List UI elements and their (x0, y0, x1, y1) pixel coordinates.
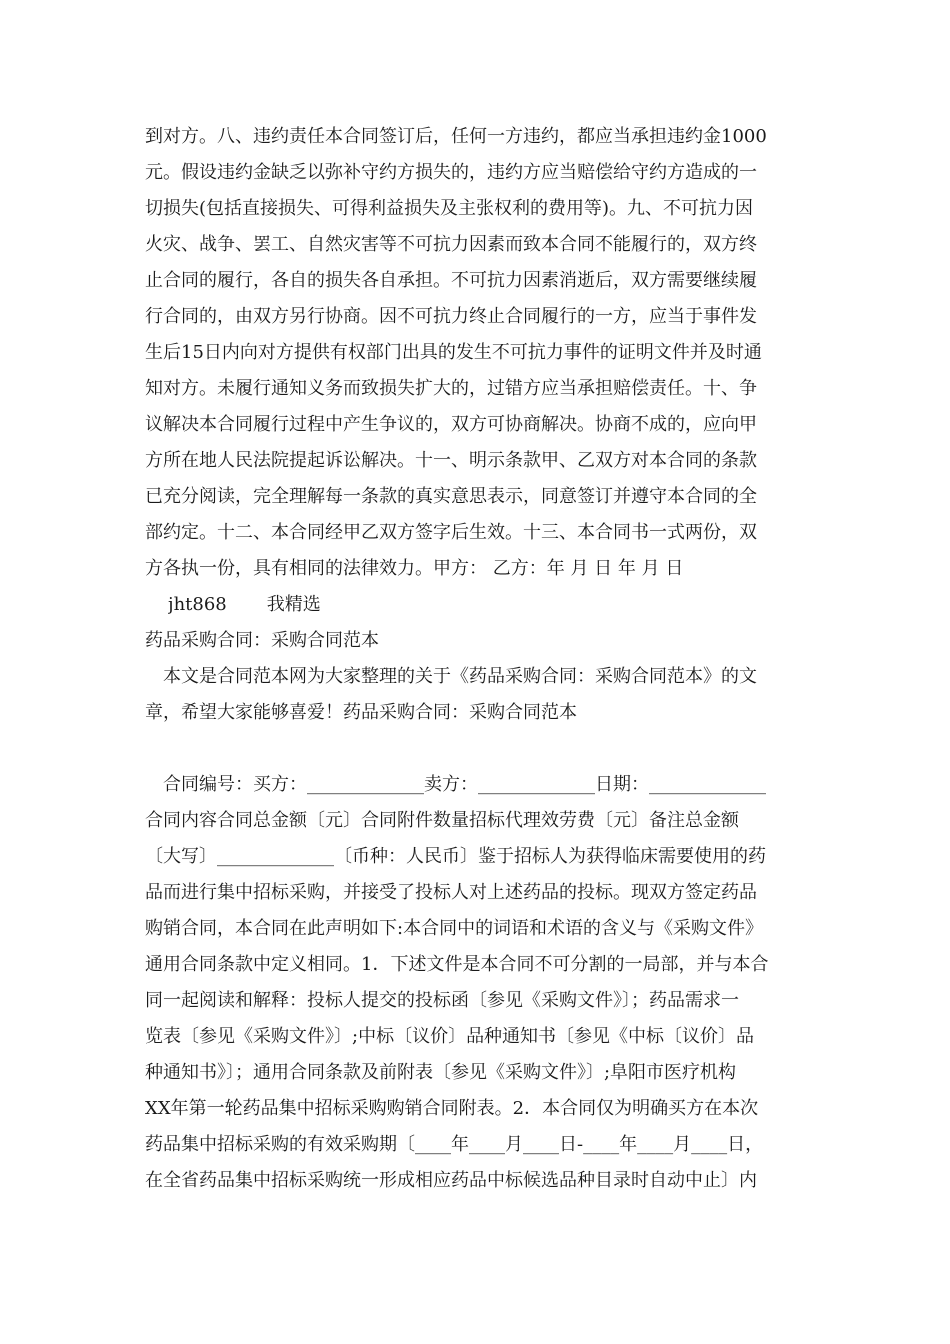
paragraph-line: 购销合同，本合同在此声明如下:本合同中的词语和术语的含义与《采购文件》 (145, 918, 764, 939)
paragraph-line: 部约定。十二、本合同经甲乙双方签字后生效。十三、本合同书一式两份，双 (145, 522, 757, 543)
paragraph-line: 药品集中招标采购的有效采购期〔____年____月____日-____年____月____日， (145, 1134, 764, 1155)
paragraph-line: 火灾、战争、罢工、自然灾害等不可抗力因素而致本合同不能履行的，双方终 (145, 234, 757, 255)
article-title: 药品采购合同：采购合同范本 (145, 630, 379, 651)
paragraph-line: 合同内容合同总金额〔元〕合同附件数量招标代理效劳费〔元〕备注总金额 (145, 810, 739, 831)
paragraph-line: 同一起阅读和解释：投标人提交的投标函〔参见《采购文件》〕；药品需求一 (145, 990, 739, 1011)
paragraph-line: 品而进行集中招标采购，并接受了投标人对上述药品的投标。现双方签定药品 (145, 882, 757, 903)
paragraph-line: 在全省药品集中招标采购统一形成相应药品中标候选品种目录时自动中止〕内 (145, 1170, 757, 1191)
paragraph-line: 行合同的，由双方另行协商。因不可抗力终止合同履行的一方，应当于事件发 (145, 306, 757, 327)
paragraph-line: 元。假设违约金缺乏以弥补守约方损失的，违约方应当赔偿给守约方造成的一 (145, 162, 757, 183)
paragraph-line: 知对方。未履行通知义务而致损失扩大的，过错方应当承担赔偿责任。十、争 (145, 378, 757, 399)
author-tag: 我精选 (266, 594, 321, 615)
paragraph-line: 〔大写〕_____________〔币种：人民币〕鉴于招标人为获得临床需要使用的药 (145, 846, 766, 867)
intro-line: 本文是合同范本网为大家整理的关于《药品采购合同：采购合同范本》的文 (163, 666, 757, 687)
paragraph-line: XX年第一轮药品集中招标采购购销合同附表。2．本合同仅为明确买方在本次 (145, 1098, 759, 1119)
paragraph-line: 止合同的履行，各自的损失各自承担。不可抗力因素消逝后，双方需要继续履 (145, 270, 757, 291)
paragraph-line: 切损失(包括直接损失、可得利益损失及主张权利的费用等)。九、不可抗力因 (145, 198, 754, 219)
paragraph-line: 览表〔参见《采购文件》〕;中标〔议价〕品种通知书〔参见《中标〔议价〕品 (145, 1026, 755, 1047)
paragraph-line: 已充分阅读，完全理解每一条款的真实意思表示，同意签订并遵守本合同的全 (145, 486, 757, 507)
paragraph-line: 议解决本合同履行过程中产生争议的，双方可协商解决。协商不成的，应向甲 (145, 414, 757, 435)
author-name: jht868 (168, 594, 227, 615)
signature-line: 方各执一份，具有相同的法律效力。甲方： 乙方：年 月 日 年 月 日 (145, 558, 684, 579)
paragraph-line: 生后15日内向对方提供有权部门出具的发生不可抗力事件的证明文件并及时通 (145, 342, 762, 363)
author-line (168, 592, 838, 618)
paragraph-line: 方所在地人民法院提起诉讼解决。十一、明示条款甲、乙双方对本合同的条款 (145, 450, 757, 471)
contract-header-line: 合同编号：买方：_____________卖方：_____________日期：_____________ (163, 774, 766, 795)
paragraph-line: 通用合同条款中定义相同。1．下述文件是本合同不可分割的一局部，并与本合 (145, 954, 769, 975)
paragraph-line: 种通知书》〕；通用合同条款及前附表〔参见《采购文件》〕;阜阳市医疗机构 (145, 1062, 737, 1083)
paragraph-line: 到对方。八、违约责任本合同签订后，任何一方违约，都应当承担违约金1000 (145, 126, 767, 147)
intro-line: 章，希望大家能够喜爱！药品采购合同：采购合同范本 (145, 702, 577, 723)
